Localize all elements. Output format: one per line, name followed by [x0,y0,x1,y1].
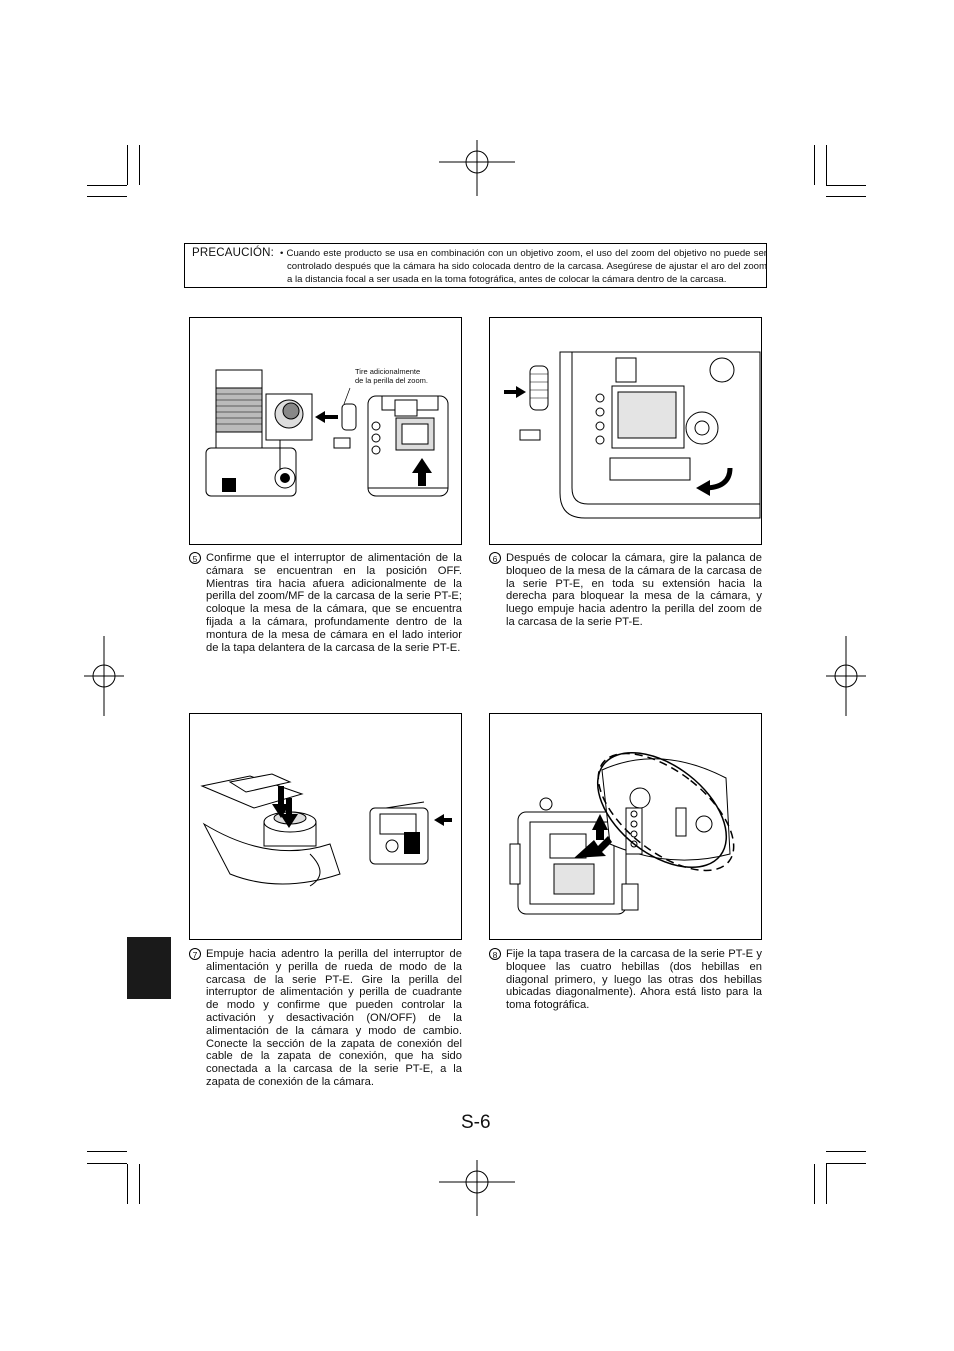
crop-mark [87,1151,127,1152]
crop-mark [826,1163,866,1164]
figure-8-panel [489,713,762,940]
step-8-number: 8 [489,948,501,960]
step-7 [189,948,462,1089]
caution-box [184,243,767,288]
step-6 [489,552,762,629]
figure-5-panel [189,317,462,545]
crop-mark [87,1163,127,1164]
figure-6-panel [489,317,762,545]
power-knob-illustration [190,714,461,939]
crop-mark [826,196,866,197]
crop-mark [826,1164,827,1204]
step-7-number: 7 [189,948,201,960]
step-5-number: 5 [189,552,201,564]
step-5 [189,552,462,654]
page-number: S-6 [461,1112,491,1133]
step-8 [489,948,762,1012]
step-6-number: 6 [489,552,501,564]
registration-mark-right [826,636,866,716]
zoom-knob-callout: Tire adicionalmente de la perilla del zoom. [355,367,428,385]
step-5-text: Confirme que el interruptor de alimentación de la cámara se encuentran en la posición OFF. Mientras tira hacia afuera adicionalmente de la perilla del zoom/MF de la carcasa de la serie PT-E; coloque la mesa de la cámara, que se encuentra fijada a la cámara, profundamente dentro de la montura de la mesa de cámara en el lado interior de la tapa delantera de la carcasa de la serie PT-E. [206,552,462,654]
section-side-tab [127,937,171,999]
crop-mark [139,1164,140,1204]
crop-mark [814,145,815,185]
figure-7-panel [189,713,462,940]
crop-mark [139,145,140,185]
caution-text: • Cuando este producto se usa en combinación con un objetivo zoom, el uso del zoom del objetivo no puede ser controlado después que la cámara ha sido colocada dentro de la carcasa. Asegúrese de ajustar el aro del zoom a la distancia focal a ser usada en la toma fotográfica, antes de colocar la cámara dentro de la carcasa. [280,248,767,285]
step-6-text: Después de colocar la cámara, gire la palanca de bloqueo de la mesa de la cámara de la carcasa de la serie PT-E, en toda su extensión hacia la derecha para bloquear la mesa de la cámara, y luego empuje hacia adentro la perilla del zoom de la carcasa de la serie PT-E. [506,552,762,628]
lock-lever-illustration [490,318,761,544]
camera-zoom-illustration [190,318,461,544]
step-8-text: Fije la tapa trasera de la carcasa de la serie PT-E y bloquee las cuatro hebillas (dos hebillas en diagonal primero, y luego las otras dos hebillas ubicadas diagonalmente). Ahora está listo para la toma fotográfica. [506,948,762,1012]
step-7-text: Empuje hacia adentro la perilla del interruptor de alimentación y perilla de rueda de modo de la carcasa de la serie PT-E. Gire la perilla del interruptor de alimentación y perilla de cuadrante de modo y confirme que pueden controlar la activación y desactivación (ON/OFF) de la alimentación de la cámara y modo de cambio. Conecte la sección de la zapata de conexión del cable de la zapata de conexión, que ha sido conectada a la carcasa de la serie PT-E, a la zapata de conexión de la cámara. [206,948,462,1088]
crop-mark [87,185,127,186]
crop-mark [826,145,827,185]
registration-mark-top [439,140,515,196]
crop-mark [814,1164,815,1204]
crop-mark [87,196,127,197]
crop-mark [127,1164,128,1204]
crop-mark [826,185,866,186]
back-cover-illustration [490,714,761,939]
registration-mark-left [84,636,124,716]
registration-mark-bottom [439,1160,515,1216]
caution-label: PRECAUCIÓN: [192,247,275,259]
crop-mark [127,145,128,185]
crop-mark [826,1151,866,1152]
